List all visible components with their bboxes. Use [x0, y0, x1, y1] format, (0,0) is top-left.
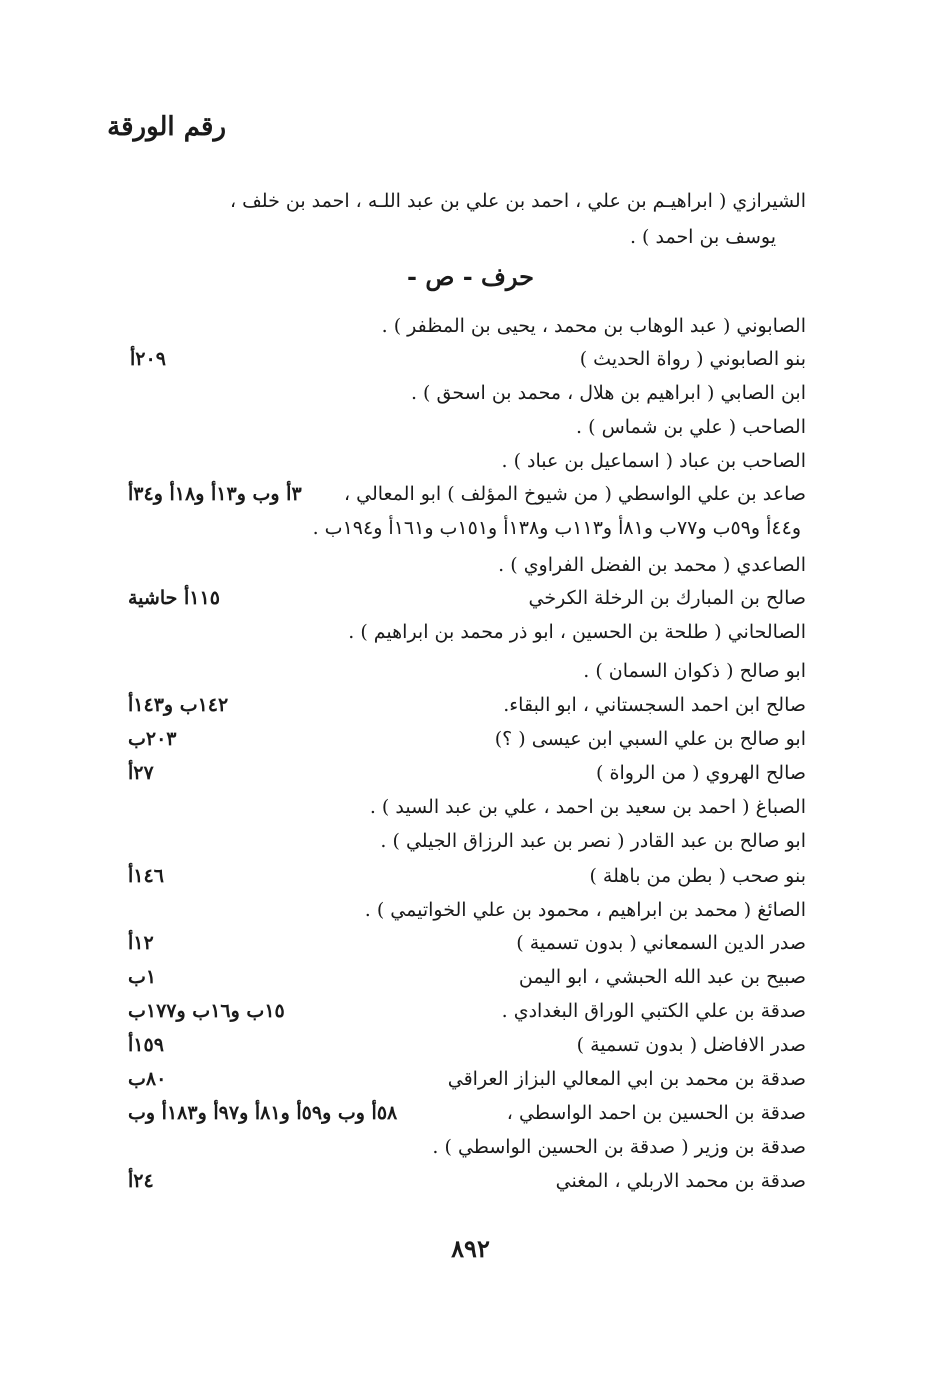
entry-folio-ref: ١٥٩أ: [128, 1034, 164, 1056]
entry-text: صدقة بن محمد الاربلي ، المغني: [555, 1170, 806, 1192]
entry-text: صدر الدين السمعاني ( بدون تسمية ): [516, 932, 806, 954]
entry-text: صبيح بن عبد الله الحبشي ، ابو اليمن: [518, 966, 806, 988]
section-title: حرف - ص -: [407, 262, 534, 291]
entry-text: بنو صحب ( بطن من باهلة ): [589, 865, 806, 887]
entry-text: صدقة بن وزير ( صدقة بن الحسين الواسطي ) .: [432, 1136, 806, 1158]
entry-text: صدقة بن محمد بن ابي المعالي البزاز العراقي: [447, 1068, 806, 1090]
entry-folio-ref: ٨٠ب: [128, 1068, 167, 1090]
entry-folio-ref: ١٤٦أ: [128, 865, 164, 887]
entry-folio-ref: ٣أ وب و١٣أ و١٨أ و٣٤أ: [128, 483, 302, 505]
entry-folio-ref: ٥٨أ وب و٥٩أ و٨١أ و٩٧أ و١٨٣أ وب: [128, 1102, 398, 1124]
entry-text: الصائغ ( محمد بن ابراهيم ، محمود بن علي الخواتيمي ) .: [364, 899, 806, 921]
entry-text: الصباغ ( احمد بن سعيد بن احمد ، علي بن عبد السيد ) .: [369, 796, 806, 818]
entry-folio-ref: ٢٠٣ب: [128, 728, 177, 750]
entry-text: الصاحب بن عباد ( اسماعيل بن عباد ) .: [501, 450, 806, 472]
entry-text: ابو صالح بن عبد القادر ( نصر بن عبد الرزاق الجيلي ) .: [380, 830, 806, 852]
entry-text: صالح بن المبارك بن الرخلة الكرخي: [528, 587, 806, 609]
entry-text: ابو صالح ( ذكوان السمان ) .: [583, 660, 806, 682]
entry-text: صدر الافاضل ( بدون تسمية ): [576, 1034, 806, 1056]
entry-folio-ref: ١٢أ: [128, 932, 154, 954]
entry-folio-ref: ٢٠٩أ: [130, 348, 166, 370]
entry-text: صدقة بن الحسين بن احمد الواسطي ،: [506, 1102, 806, 1124]
page-number: ٨٩٢: [451, 1234, 490, 1263]
entry-text: صالح ابن احمد السجستاني ، ابو البقاء.: [503, 694, 806, 716]
entry-text: ابو صالح بن علي السبي ابن عيسى ( ؟): [494, 728, 806, 750]
entry-text: الصابوني ( عبد الوهاب بن محمد ، يحيى بن المظفر ) .: [381, 315, 806, 337]
intro-line-2: يوسف بن احمد ) .: [629, 226, 776, 248]
entry-text: بنو الصابوني ( رواة الحديث ): [579, 348, 806, 370]
entry-folio-ref: ٢٤أ: [128, 1170, 154, 1192]
intro-line-1: الشيرازي ( ابراهيـم بن علي ، احمد بن علي بن عبد اللـه ، احمد بن خلف ،: [229, 190, 806, 212]
entry-folio-ref: ١١٥أ حاشية: [128, 587, 220, 609]
entry-text: الصاعدي ( محمد بن الفضل الفراوي ) .: [498, 554, 806, 576]
entry-text: الصالحاني ( طلحة بن الحسين ، ابو ذر محمد بن ابراهيم ) .: [348, 621, 806, 643]
entry-text: و٤٤أ و٥٩ب و٧٧ب و٨١أ و١١٣ب و١٣٨أ و١٥١ب و١٦١أ و١٩٤ب .: [312, 517, 801, 539]
entry-text: الصاحب ( علي بن شماس ) .: [576, 416, 806, 438]
entry-text: صالح الهروي ( من الرواة ): [596, 762, 806, 784]
entry-folio-ref: ١٥ب و١٦ب و١٧٧ب: [128, 1000, 285, 1022]
entry-folio-ref: ٢٧أ: [128, 762, 154, 784]
page-header: رقم الورقة: [107, 112, 226, 142]
entry-folio-ref: ١ب: [128, 966, 157, 988]
entry-folio-ref: ١٤٢ب و١٤٣أ: [128, 694, 229, 716]
entry-text: صاعد بن علي الواسطي ( من شيوخ المؤلف ) ابو المعالي ،: [343, 483, 806, 505]
entry-text: ابن الصابي ( ابراهيم بن هلال ، محمد بن اسحق ) .: [410, 382, 806, 404]
entry-text: صدقة بن علي الكتبي الوراق البغدادي .: [501, 1000, 806, 1022]
